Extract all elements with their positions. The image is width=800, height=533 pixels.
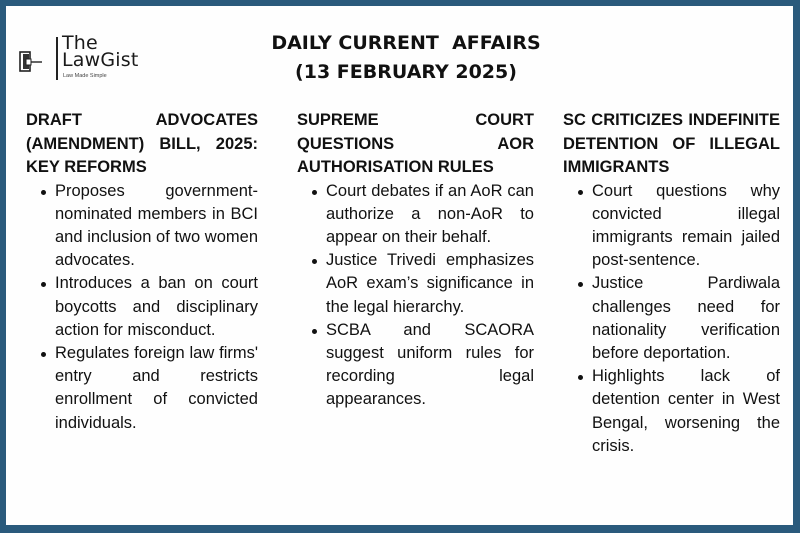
bullet-list: [563, 180, 780, 458]
column-heading: SC CRITICIZES INDEFINITE DETENTION OF ILLEGAL IMMIGRANTS: [563, 111, 780, 176]
logo-line-1: The: [62, 32, 98, 54]
news-column-2: [297, 109, 534, 412]
list-item: Proposes government-nominated members in BCI and inclusion of two women advocates.: [55, 180, 258, 273]
page-title: [206, 29, 606, 87]
list-item: Court debates if an AoR can authorize a non-AoR to appear on their behalf.: [326, 180, 534, 250]
logo-divider: [56, 37, 58, 80]
column-heading: DRAFT ADVOCATES (AMENDMENT) BILL, 2025: KEY REFORMS: [26, 111, 258, 176]
list-item: SCBA and SCAORA suggest uniform rules for recording legal appearances.: [326, 319, 534, 412]
door-book-icon: [18, 50, 44, 74]
lawgist-logo: [18, 33, 148, 85]
bullet-list: [297, 180, 534, 412]
column-heading: SUPREME COURT QUESTIONS AOR AUTHORISATION RULES: [297, 111, 534, 176]
list-item: Highlights lack of detention center in West Bengal, worsening the crisis.: [592, 365, 780, 458]
list-item: Justice Pardiwala challenges need for nationality verification before deportation.: [592, 272, 780, 365]
title-line-2: (13 FEBRUARY 2025): [295, 61, 517, 83]
list-item: Justice Trivedi emphasizes AoR exam’s significance in the legal hierarchy.: [326, 249, 534, 319]
news-column-1: [26, 109, 258, 435]
page-canvas: [6, 6, 793, 525]
list-item: Introduces a ban on court boycotts and disciplinary action for misconduct.: [55, 272, 258, 342]
title-line-1: DAILY CURRENT AFFAIRS: [271, 32, 541, 54]
logo-line-2: LawGist: [62, 49, 139, 71]
list-item: Regulates foreign law firms' entry and restricts enrollment of convicted individuals.: [55, 342, 258, 435]
list-item: Court questions why convicted illegal immigrants remain jailed post-sentence.: [592, 180, 780, 273]
logo-wordmark: [62, 32, 139, 71]
bullet-list: [26, 180, 258, 435]
logo-tagline: Law Made Simple: [63, 73, 107, 79]
news-column-3: [563, 109, 780, 458]
